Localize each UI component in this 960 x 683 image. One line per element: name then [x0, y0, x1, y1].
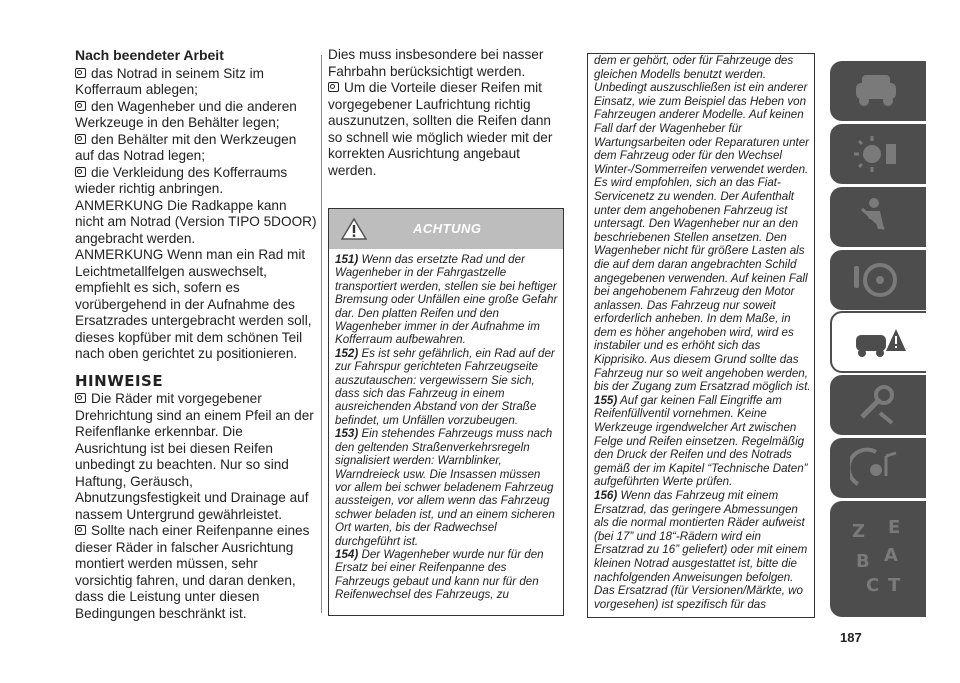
- bullet-icon: [75, 393, 86, 403]
- paragraph: Dies muss insbesondere bei nasser Fahrbahn berücksichtigt werden.: [328, 47, 544, 79]
- bullet-icon: [75, 167, 86, 177]
- bullet-item: den Behälter mit den Werkzeugen auf das Notrad legen;: [75, 131, 297, 163]
- warning-item: 152) Es ist sehr gefährlich, ein Rad auf der zur Fahrspur gerichteten Fahrzeugseite auszutauschen: vergewissern Sie sich, dass sich das Fahrzeug in einem ausreichenden Abstand von der Straße befindet, um Unfällen vorzubeugen.: [335, 346, 555, 427]
- bullet-item: den Wagenheber und die anderen Werkzeuge in den Behälter legen;: [75, 98, 297, 130]
- column-1: [75, 47, 317, 622]
- svg-text:E: E: [888, 517, 901, 538]
- column-divider: [321, 55, 322, 613]
- warning-item: 153) Ein stehendes Fahrzeugs muss nach den geltenden Straßenverkehrsregeln signalisiert werden: Warnblinker, Warndreieck usw. Die Insassen müssen vor allem bei schwer beladenem Fahrzeug aussteigen, vor allem wenn das Fahrzeug schwer beladen ist, und an einem sicheren Ort warten, bis der Radwechsel durchgeführt ist.: [335, 427, 555, 548]
- emergency-icon: [852, 321, 908, 365]
- bullet-item: Die Räder mit vorgegebener Drehrichtung sind an einem Pfeil an der Reifenflanke erkennbar. Die Ausrichtung ist bei diesen Reifen unbedingt zu beachten. Nur so sind Haftung, Geräusch, Abnutzungsfestigkeit und Drainage auf nassem Untergrund gewährleistet.: [75, 391, 314, 522]
- column-3-warning-continued: [587, 53, 815, 618]
- tab-index[interactable]: [830, 501, 926, 617]
- steering-icon: [850, 258, 906, 302]
- warning-item: 155) Auf gar keinen Fall Eingriffe am Reifenfüllventil vornehmen. Keine Werkzeuge irgendwelcher Art zwischen Felge und Reifen einsetzen. Regelmäßig den Druck der Reifen und des Notrads gemäß der im Kapitel “Technische Daten” aufgeführten Werte prüfen.: [594, 393, 808, 489]
- svg-text:A: A: [884, 545, 898, 566]
- maintenance-icon: [850, 383, 906, 427]
- section-heading-hinweise: HINWEISE: [75, 371, 164, 390]
- bullet-item: Um die Vorteile dieser Reifen mit vorgegebener Laufrichtung richtig auszunutzen, sollten die Reifen dann so schnell wie möglich wieder mit der korrekten Ausrichtung angebaut werden.: [328, 80, 553, 178]
- bullet-icon: [75, 68, 86, 78]
- warning-title: ACHTUNG: [413, 221, 482, 236]
- car-dashboard-icon: [850, 69, 906, 113]
- paragraph: dem er gehört, oder für Fahrzeuge des gleichen Modells benutzt werden. Unbedingt auszuschließen ist ein anderer Einsatz, wie zum Beispiel das Heben von Fahrzeugen anderer Modelle. Auf keinen Fall darf der Wagenheber für Wartungsarbeiten oder Reparaturen unter dem Fahrzeug oder für den Wechsel Winter-/Sommerreifen verwendet werden. Es wird empfohlen, sich an das Fiat-Servicenetz zu wenden. Der Aufenthalt unter dem angehobenen Fahrzeug ist untersagt. Den Wagenheber nur an den beschriebenen Stellen ansetzen. Den Wagenheber nicht für größere Lasten als die auf dem daran angebrachten Schild angegebenen verwenden. Auf keinen Fall bei angehobenem Fahrzeug den Motor anlassen. Das Fahrzeug nur soweit erforderlich anheben. In dem Maße, in dem es höher angehoben wird, wird es instabiler und es erhöht sich das Kipprisiko. Aus diesem Grund sollte das Fahrzeug nur so weit angehoben werden, bis der Zugang zum Ersatzrad möglich ist.: [594, 54, 811, 394]
- tab-multimedia[interactable]: [830, 438, 926, 498]
- svg-text:C: C: [866, 575, 880, 596]
- note-paragraph: ANMERKUNG Wenn man ein Rad mit Leichtmetallfelgen auswechselt, empfiehlt es sich, sofern es vorübergehend in der Aufnahme des Ersatzrades untergebracht werden soll, dieses kopfüber mit dem schönen Teil nach oben gerichtet zu positionieren.: [75, 247, 312, 361]
- section-heading: Nach beendeter Arbeit: [75, 47, 224, 63]
- column-2: [328, 47, 564, 179]
- svg-text:B: B: [856, 551, 870, 572]
- index-icon: [850, 509, 910, 599]
- bullet-icon: [328, 82, 339, 92]
- seat-safety-icon: [850, 195, 906, 239]
- warning-body: [329, 249, 563, 602]
- warning-box: [328, 208, 564, 616]
- warning-triangle-icon: [341, 217, 367, 241]
- bullet-icon: [75, 101, 86, 111]
- bullet-item: das Notrad in seinem Sitz im Kofferraum ablegen;: [75, 65, 265, 97]
- tab-emergency[interactable]: [830, 311, 926, 373]
- warning-header: [329, 209, 563, 249]
- multimedia-icon: [850, 446, 906, 490]
- warning-item: 156) Wenn das Fahrzeug mit einem Ersatzrad, das geringere Abmessungen als die normal montierten Räder aufweist (bei 17” und 18“-Rädern wird ein Ersatzrad zu 16” geliefert) oder mit einem kleinen Notrad ausgestattet ist, bitte die nachfolgenden Anweisungen befolgen. Das Ersatzrad (für Versionen/Märkte, wo vorgesehen) ist spezifisch für das: [594, 489, 808, 611]
- tab-maintenance[interactable]: [830, 375, 926, 435]
- page-number: 187: [840, 630, 862, 645]
- bullet-item: die Verkleidung des Kofferraums wieder richtig anbringen.: [75, 164, 288, 196]
- bullet-item: Sollte nach einer Reifenpanne eines dieser Räder in falscher Ausrichtung montiert werden müssen, sehr vorsichtig fahren, und daran denken, dass die Leistung unter diesen Bedingungen beschränkt ist.: [75, 523, 310, 621]
- warning-body-continued: [588, 54, 814, 611]
- svg-text:Z: Z: [852, 521, 866, 542]
- tab-steering[interactable]: [830, 250, 926, 310]
- tab-safety[interactable]: [830, 187, 926, 247]
- bullet-icon: [75, 134, 86, 144]
- lights-icon: [850, 132, 906, 176]
- note-paragraph: ANMERKUNG Die Radkappe kann nicht am Notrad (Version TIPO 5DOOR) angebracht werden.: [75, 197, 317, 246]
- svg-text:T: T: [888, 575, 901, 596]
- bullet-icon: [75, 525, 86, 535]
- warning-item: 151) Wenn das ersetzte Rad und der Wagenheber in der Fahrgastzelle transportiert werden, stellen sie bei heftiger Bremsung oder Unfällen eine große Gefahr dar. Den platten Reifen und den Wagenheber immer in der Aufnahme im Kofferraum aufbewahren.: [335, 253, 558, 347]
- warning-item: 154) Der Wagenheber wurde nur für den Ersatz bei einer Reifenpanne des Fahrzeugs gebaut und kann nur für den Reifenwechsel des Fahrzeugs, zu: [335, 547, 544, 602]
- tab-dashboard[interactable]: [830, 61, 926, 121]
- tab-lights[interactable]: [830, 124, 926, 184]
